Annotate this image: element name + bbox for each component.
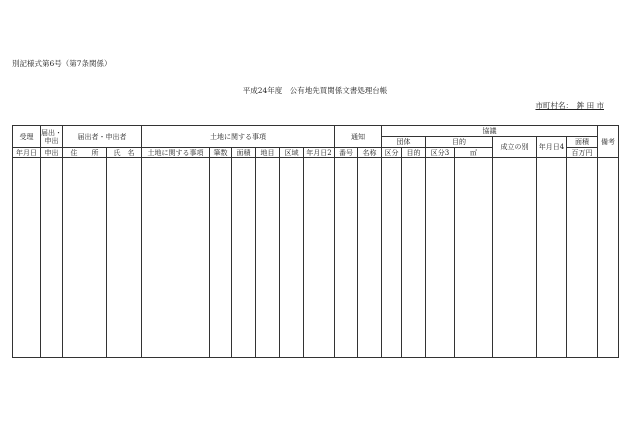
municipality-name: 市町村名： 鉾 田 市 bbox=[535, 101, 604, 110]
header-nengappi: 年月日 bbox=[13, 148, 41, 158]
header-kubun: 区分 bbox=[382, 148, 402, 158]
header-unit-m2: ㎡ bbox=[455, 148, 493, 158]
table-cell[interactable] bbox=[335, 158, 358, 358]
header-unit-hyakuman: 百万円 bbox=[567, 148, 598, 158]
header-chimoku: 地目 bbox=[256, 148, 280, 158]
table-cell[interactable] bbox=[426, 158, 455, 358]
header-shimei: 氏 名 bbox=[107, 148, 142, 158]
table-cell[interactable] bbox=[107, 158, 142, 358]
header-tsuchi: 通知 bbox=[335, 126, 382, 148]
header-menseki-top: 面積 bbox=[567, 137, 598, 148]
table-cell[interactable] bbox=[382, 158, 402, 358]
table-cell[interactable] bbox=[358, 158, 382, 358]
table-cell[interactable] bbox=[493, 158, 537, 358]
header-kubun3: 区分3 bbox=[426, 148, 455, 158]
table-cell[interactable] bbox=[402, 158, 426, 358]
header-nengappi4: 年月日4 bbox=[537, 137, 567, 158]
table-row bbox=[13, 158, 619, 358]
table-cell[interactable] bbox=[210, 158, 232, 358]
form-number: 別記様式第6号（第7条関係） bbox=[12, 59, 112, 68]
table-cell[interactable] bbox=[537, 158, 567, 358]
header-biko: 備考 bbox=[598, 126, 619, 158]
header-menseki: 面積 bbox=[232, 148, 256, 158]
header-seiritsu: 成立の別 bbox=[493, 137, 537, 158]
table-cell[interactable] bbox=[142, 158, 210, 358]
processing-register-table bbox=[12, 125, 619, 358]
table-cell[interactable] bbox=[63, 158, 107, 358]
header-hissu: 筆数 bbox=[210, 148, 232, 158]
table-cell[interactable] bbox=[304, 158, 335, 358]
table-cell[interactable] bbox=[256, 158, 280, 358]
table-cell[interactable] bbox=[41, 158, 63, 358]
municipality-label bbox=[535, 100, 604, 111]
header-mokuteki: 目的 bbox=[426, 137, 493, 148]
header-todokede-sha: 届出者・申出者 bbox=[63, 126, 142, 148]
header-row-1 bbox=[13, 126, 619, 137]
header-todokede-shinshutsu: 届出・申出 bbox=[41, 126, 63, 148]
table-cell[interactable] bbox=[280, 158, 304, 358]
header-tochi-jiko: 土地に関する事項 bbox=[142, 126, 335, 148]
header-kuiki: 区域 bbox=[280, 148, 304, 158]
header-tochi-jiko-sub: 土地に関する事項 bbox=[142, 148, 210, 158]
table-cell[interactable] bbox=[232, 158, 256, 358]
table-cell[interactable] bbox=[598, 158, 619, 358]
header-bango: 番号 bbox=[335, 148, 358, 158]
header-kyogi: 協議 bbox=[382, 126, 598, 137]
header-jusho: 住 所 bbox=[63, 148, 107, 158]
table-cell[interactable] bbox=[567, 158, 598, 358]
header-nengappi2: 年月日2 bbox=[304, 148, 335, 158]
header-mokuteki-sub: 目的 bbox=[402, 148, 426, 158]
header-uketsuke: 受理 bbox=[13, 126, 41, 148]
table-cell[interactable] bbox=[13, 158, 41, 358]
header-meisho: 名称 bbox=[358, 148, 382, 158]
document-title: 平成24年度 公有地先買関係文書処理台帳 bbox=[242, 86, 388, 95]
header-dantai: 団体 bbox=[382, 137, 426, 148]
table-cell[interactable] bbox=[455, 158, 493, 358]
header-moushide: 申出 bbox=[41, 148, 63, 158]
